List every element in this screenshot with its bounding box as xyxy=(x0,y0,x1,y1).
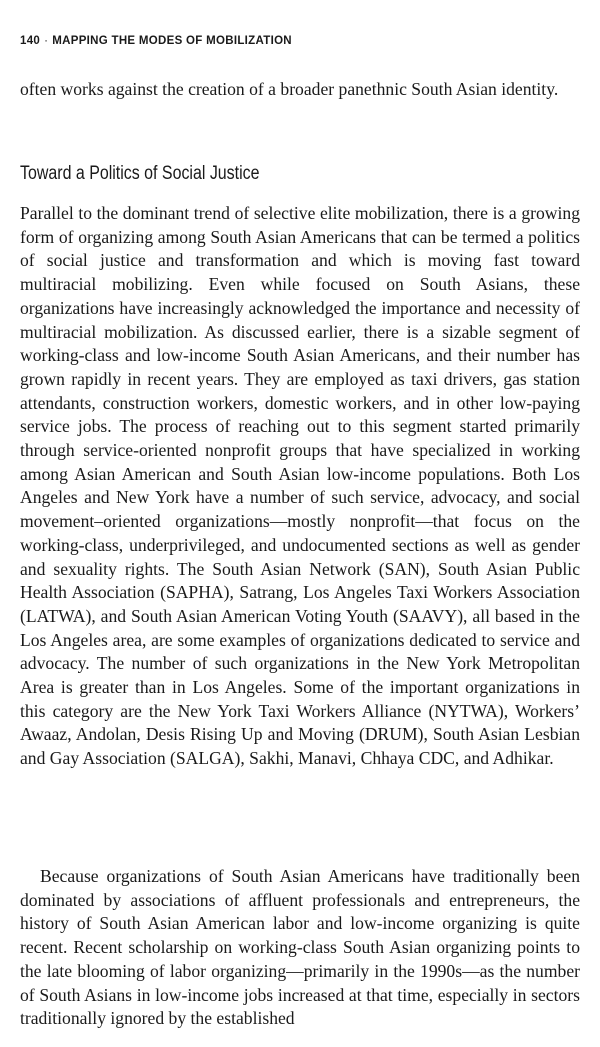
book-page xyxy=(20,0,580,1047)
running-head-separator: · xyxy=(44,35,49,47)
section-heading: Toward a Politics of Social Justice xyxy=(20,163,260,184)
body-paragraph-1: Parallel to the dominant trend of selective elite mobilization, there is a growing form of organizing among South Asian Americans that can be termed a politics of social justice and transformation and which is moving fast toward multiracial mobilizing. Even while focused on South Asians, these organizations have increasingly acknowledged the importance and necessity of multiracial mobilization. As discussed earlier, there is a sizable segment of working-class and low-income South Asian Americans, and their number has grown rapidly in recent years. They are employed as taxi drivers, gas station attendants, construction workers, domestic workers, and in other low-paying service jobs. The process of reaching out to this segment started primarily through service-oriented nonprofit groups that have specialized in working among Asian American and South Asian low-income populations. Both Los Angeles and New York have a number of such service, advocacy, and social movement–oriented organizations—mostly nonprofit—that focus on the working-class, underprivileged, and undocumented sections as well as gender and sexuality rights. The South Asian Network (SAN), South Asian Public Health Association (SAPHA), Satrang, Los Angeles Taxi Workers Association (LATWA), and South Asian American Voting Youth (SAAVY), all based in the Los Angeles area, are some examples of organizations dedicated to service and advocacy. The number of such organizations in the New York Metropolitan Area is greater than in Los Angeles. Some of the important organizations in this category are the New York Taxi Workers Alliance (NYTWA), Workers’ Awaaz, Andolan, Desis Rising Up and Moving (DRUM), South Asian Lesbian and Gay Association (SALGA), Sakhi, Manavi, Chhaya CDC, and Adhikar. xyxy=(20,203,580,769)
lead-paragraph: often works against the creation of a broader panethnic South Asian identity. xyxy=(20,79,559,99)
page-number: 140 xyxy=(20,35,41,47)
body-paragraph-2: Because organizations of South Asian Americans have traditionally been dominated by associations of affluent professionals and entrepreneurs, the history of South Asian American labor and low-income organizing is quite recent. Recent scholarship on working-class South Asian organizing points to the late blooming of labor organizing—primarily in the 1990s—as the number of South Asians in low-income jobs increased at that time, especially in sectors traditionally ignored by the established xyxy=(20,866,580,1029)
running-head-title: MAPPING THE MODES OF MOBILIZATION xyxy=(52,35,292,47)
running-head xyxy=(20,35,292,47)
